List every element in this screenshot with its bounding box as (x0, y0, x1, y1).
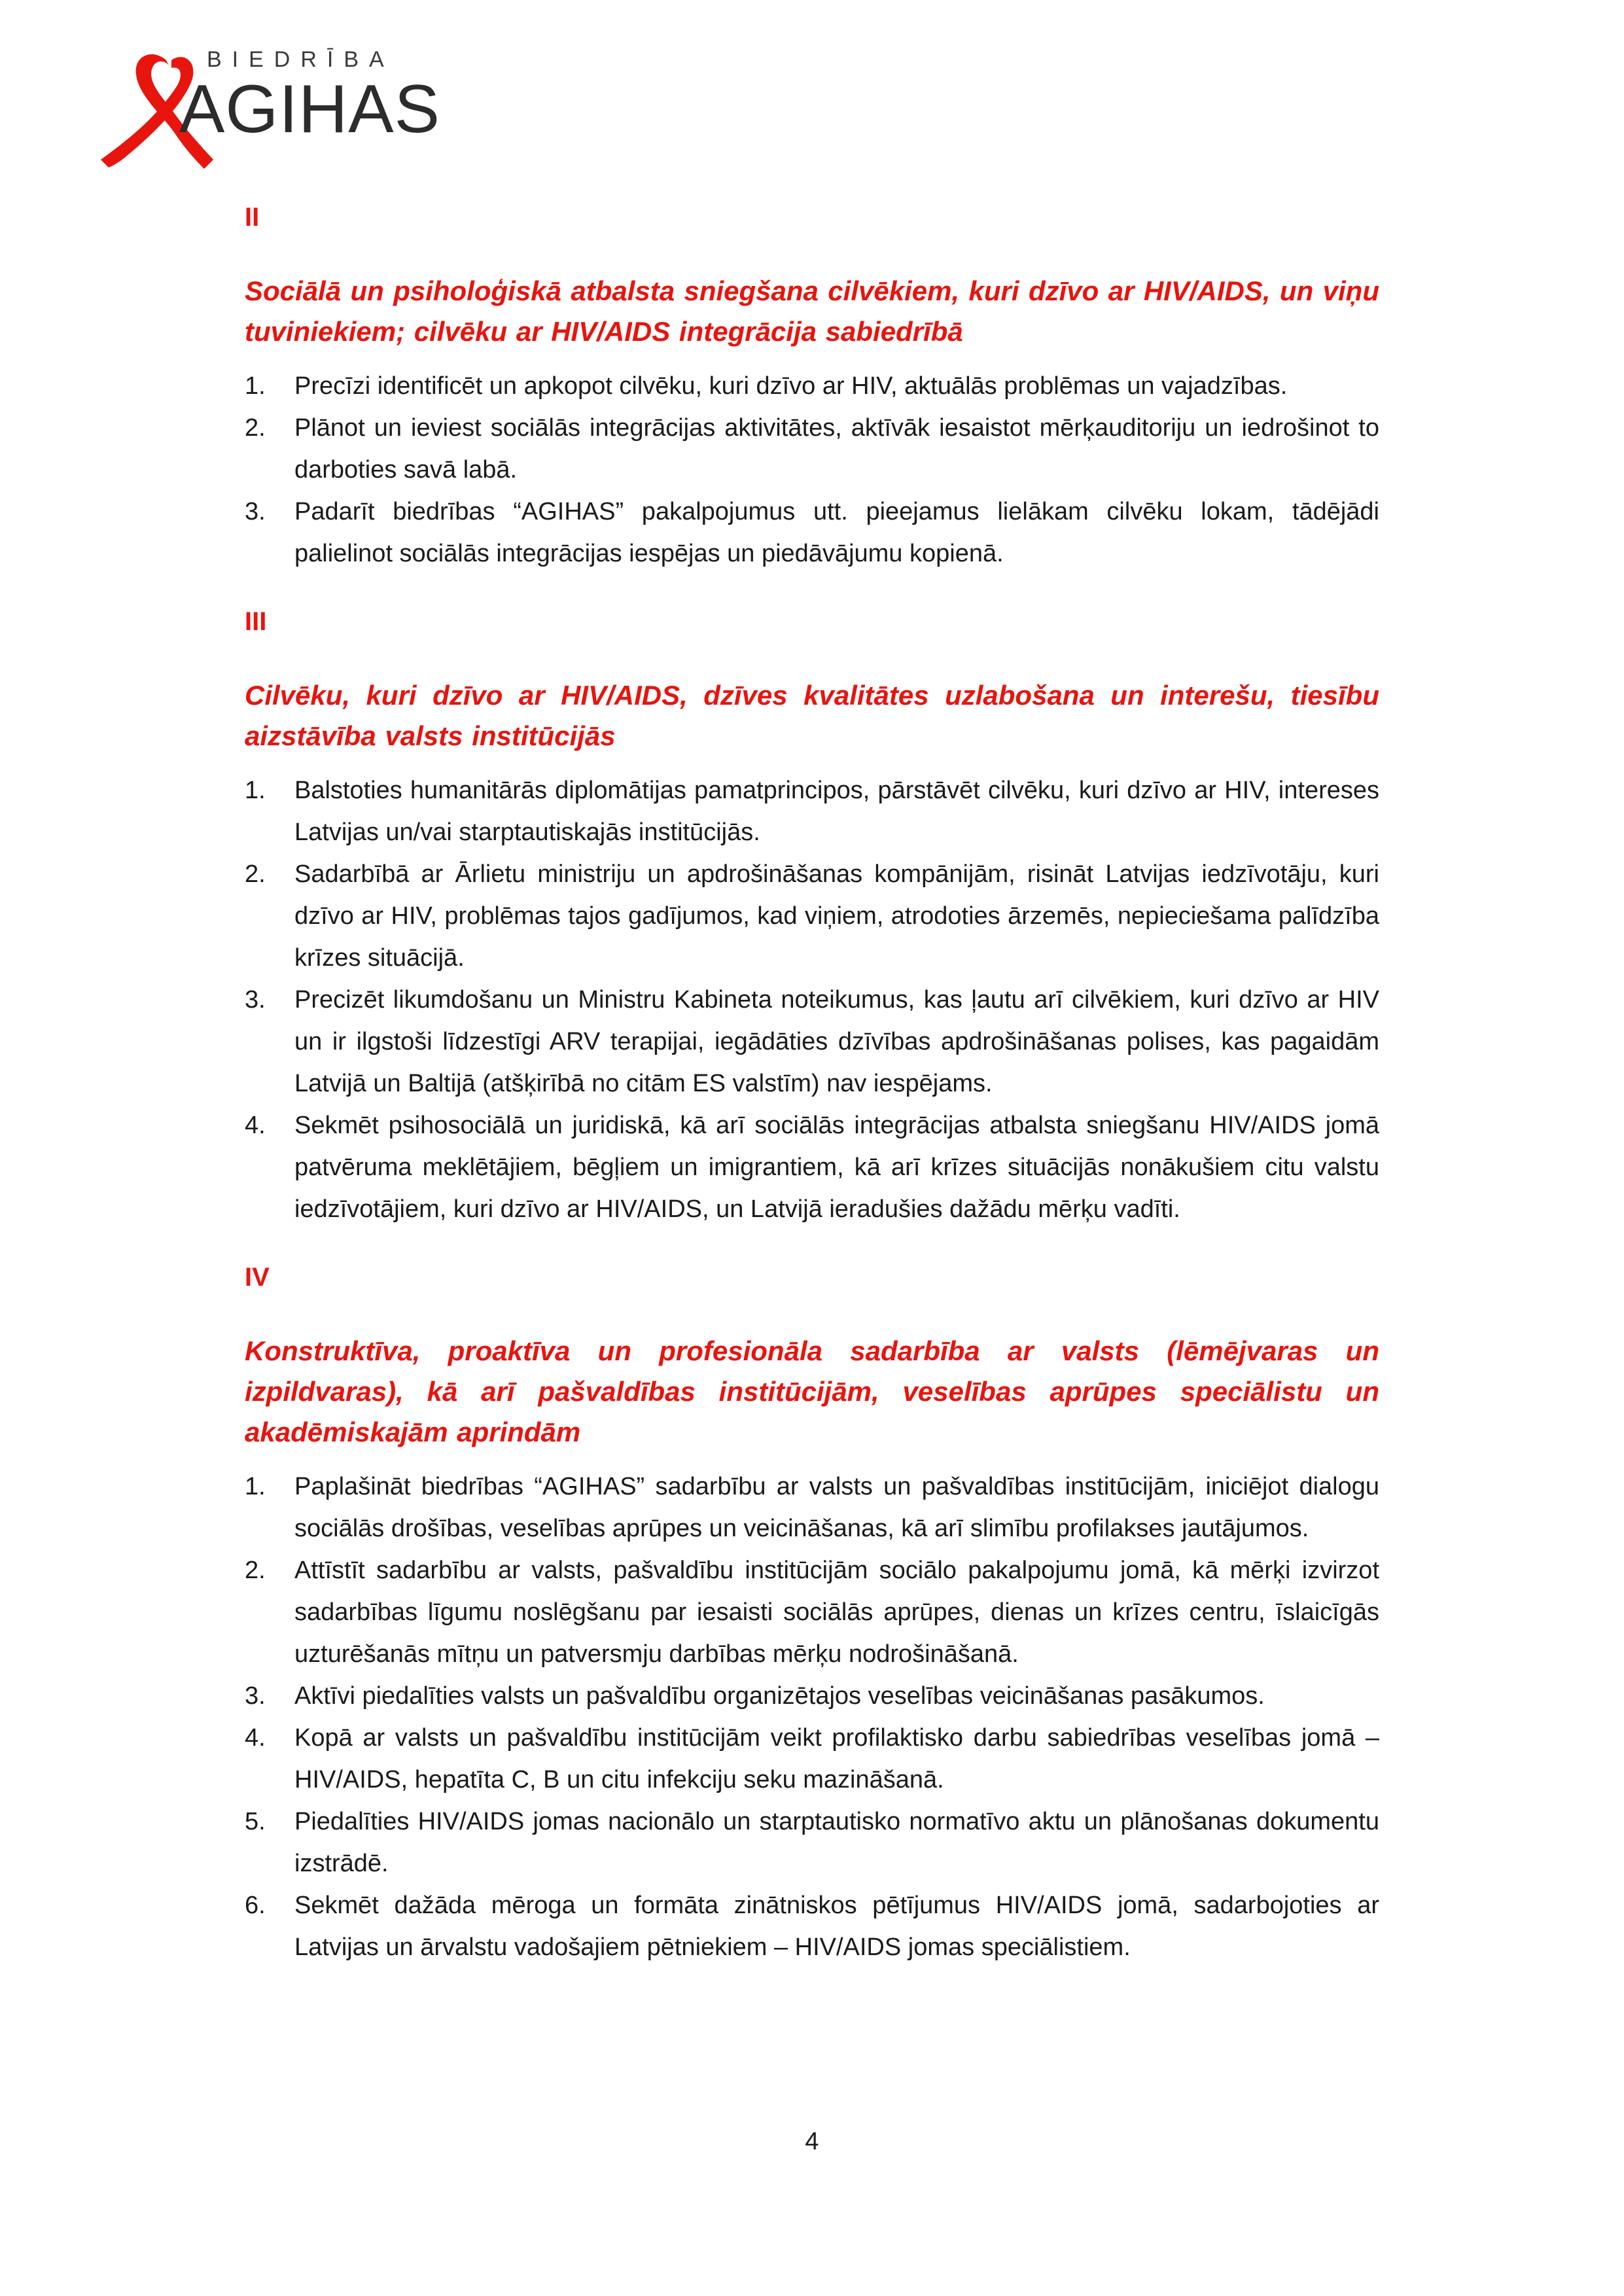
agihas-logo (96, 46, 440, 177)
section-number: III (245, 607, 267, 636)
list-item (245, 407, 1379, 491)
list-item-number: 1. (245, 777, 266, 804)
list-item-text: Precīzi identificēt un apkopot cilvēku, kuri dzīvo ar HIV, aktuālās problēmas un vajadzības. (294, 372, 1288, 400)
list-item-text: Sekmēt psihosociālā un juridiskā, kā arī sociālās integrācijas atbalsta sniegšanu HIV/AIDS jomā patvēruma meklētājiem, bēgļiem un imigrantiem, kā arī krīzes situācijās nonākušiem citu valstu iedzīvotājiem, kuri dzīvo ar HIV/AIDS, un Latvijā ieradušies dažādu mērķu vadīti. (294, 1112, 1379, 1223)
logo-main-text: AGIHAS (179, 71, 440, 147)
list-item-number: 3. (245, 1682, 266, 1710)
list-item (245, 769, 1379, 853)
list-item-text: Sadarbībā ar Ārlietu ministriju un apdrošināšanas kompānijām, risināt Latvijas iedzīvotāju, kuri dzīvo ar HIV, problēmas tajos gadījumos, kad viņiem, atrodoties ārzemēs, nepieciešama palīdzība krīzes situācijā. (294, 860, 1379, 972)
list-item-number: 6. (245, 1892, 266, 1919)
list-item-number: 4. (245, 1112, 266, 1139)
section-number: IV (245, 1263, 270, 1292)
list-item-number: 1. (245, 372, 266, 400)
section-list (245, 365, 1379, 574)
section-heading: Sociālā un psiholoģiskā atbalsta sniegšana cilvēkiem, kuri dzīvo ar HIV/AIDS, un viņu tuviniekiem; cilvēku ar HIV/AIDS integrācija sabiedrībā (245, 275, 1379, 347)
list-item-text: Padarīt biedrības “AGIHAS” pakalpojumus utt. pieejamus lielākam cilvēku lokam, tādējādi palielinot sociālās integrācijas iespējas un piedāvājumu kopienā. (294, 498, 1379, 567)
list-item (245, 491, 1379, 574)
section-iv (245, 1256, 1379, 1968)
document-content (245, 196, 1379, 1994)
section-heading: Konstruktīva, proaktīva un profesionāla sadarbība ar valsts (lēmējvaras un izpildvaras), kā arī pašvaldības institūcijām, veselības aprūpes speciālistu un akadēmiskajām aprindām (245, 1335, 1379, 1447)
list-item-number: 3. (245, 986, 266, 1014)
list-item-text: Attīstīt sadarbību ar valsts, pašvaldību institūcijām sociālo pakalpojumu jomā, kā mērķi izvirzot sadarbības līgumu noslēgšanu par iesaisti sociālās aprūpes, dienas un krīzes centru, īslaicīgās uzturēšanās mītņu un patversmju darbības mērķu nodrošināšanā. (294, 1557, 1379, 1668)
list-item-number: 2. (245, 414, 266, 442)
list-item-number: 1. (245, 1473, 266, 1500)
section-number: II (245, 203, 260, 232)
list-item-text: Precizēt likumdošanu un Ministru Kabineta noteikumus, kas ļautu arī cilvēkiem, kuri dzīvo ar HIV un ir ilgstoši līdzestīgi ARV terapijai, iegādāties dzīvības apdrošināšanas polises, kas pagaidām Latvijā un Baltijā (atšķirībā no citām ES valstīm) nav iespējams. (294, 986, 1379, 1097)
section-list (245, 1466, 1379, 1968)
list-item (245, 1104, 1379, 1230)
section-heading: Cilvēku, kuri dzīvo ar HIV/AIDS, dzīves kvalitātes uzlabošana un interešu, tiesību aizstāvība valsts institūcijās (245, 680, 1379, 751)
list-item-number: 3. (245, 498, 266, 525)
list-item-number: 2. (245, 860, 266, 888)
list-item (245, 853, 1379, 979)
list-item (245, 1884, 1379, 1968)
list-item (245, 1801, 1379, 1884)
list-item-text: Paplašināt biedrības “AGIHAS” sadarbību ar valsts un pašvaldības institūcijām, iniciējot dialogu sociālās drošības, veselības aprūpes un veicināšanas, kā arī slimību profilakses jautājumos. (294, 1473, 1379, 1542)
list-item (245, 979, 1379, 1104)
list-item (245, 1466, 1379, 1549)
list-item (245, 1675, 1379, 1717)
list-item-text: Plānot un ieviest sociālās integrācijas aktivitātes, aktīvāk iesaistot mērķauditoriju un iedrošinot to darboties savā labā. (294, 414, 1379, 484)
logo-top-text: BIEDRĪBA (207, 47, 395, 72)
list-item-text: Piedalīties HIV/AIDS jomas nacionālo un starptautisko normatīvo aktu un plānošanas dokumentu izstrādē. (294, 1808, 1379, 1877)
list-item (245, 365, 1379, 407)
list-item-number: 4. (245, 1724, 266, 1752)
list-item-text: Sekmēt dažāda mēroga un formāta zinātniskos pētījumus HIV/AIDS jomā, sadarbojoties ar Latvijas un ārvalstu vadošajiem pētniekiem – HIV/AIDS jomas speciālistiem. (294, 1892, 1379, 1961)
list-item-text: Balstoties humanitārās diplomātijas pamatprincipos, pārstāvēt cilvēku, kuri dzīvo ar HIV, intereses Latvijas un/vai starptautiskajās institūcijās. (294, 777, 1379, 846)
list-item (245, 1717, 1379, 1801)
list-item-text: Aktīvi piedalīties valsts un pašvaldību organizētajos veselības veicināšanas pasākumos. (294, 1682, 1265, 1710)
list-item-number: 5. (245, 1808, 266, 1835)
list-item (245, 1549, 1379, 1675)
list-item-text: Kopā ar valsts un pašvaldību institūcijām veikt profilaktisko darbu sabiedrības veselības jomā – HIV/AIDS, hepatīta C, B un citu infekciju seku mazināšanā. (294, 1724, 1379, 1793)
list-item-number: 2. (245, 1557, 266, 1584)
section-list (245, 769, 1379, 1230)
section-iii (245, 601, 1379, 1230)
section-ii (245, 196, 1379, 574)
page-number: 4 (805, 2128, 819, 2155)
